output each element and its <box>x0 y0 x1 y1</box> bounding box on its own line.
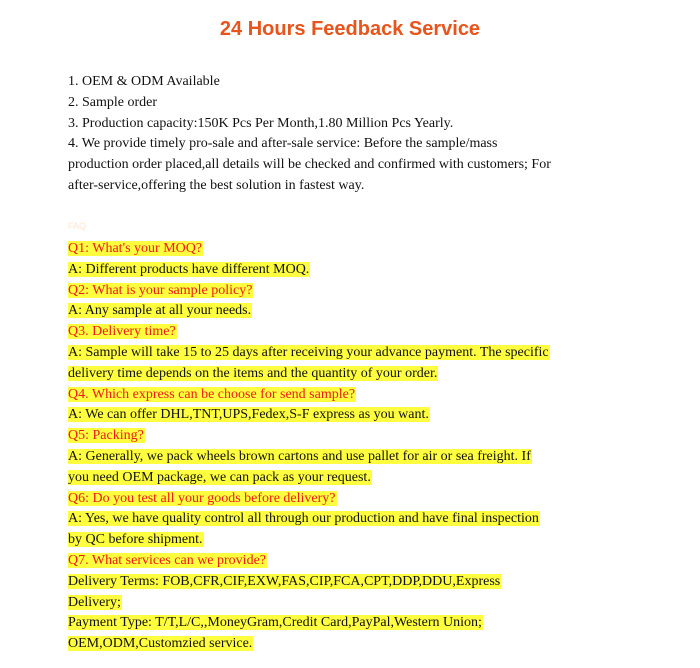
faq-answer-line <box>68 260 668 281</box>
faq-question-line <box>68 281 668 302</box>
faq-question-line <box>68 385 668 406</box>
faq-answer-text: Payment Type: T/T,L/C,,MoneyGram,Credit Card,PayPal,Western Union; <box>68 615 482 631</box>
faq-answer-line <box>68 405 668 426</box>
faq-section <box>68 239 668 655</box>
faq-answer-text: A: Generally, we pack wheels brown cartons and use pallet for air or sea freight. If <box>68 448 531 464</box>
faq-answer-text: you need OEM package, we can pack as your request. <box>68 469 371 485</box>
faq-answer-text: A: Sample will take 15 to 25 days after receiving your advance payment. The specific <box>68 344 549 360</box>
feature-item: 1. OEM & ODM Available <box>68 74 220 89</box>
faq-question-line <box>68 426 668 447</box>
faq-question-line <box>68 551 668 572</box>
faq-question-text: Q2: What is your sample policy? <box>68 282 253 298</box>
feature-item: 2. Sample order <box>68 94 158 110</box>
feature-item: 4. We provide timely pro-sale and after-sale service: Before the sample/mass <box>68 136 498 152</box>
faq-answer-line <box>68 364 668 385</box>
faq-question-text: Q1: What's your MOQ? <box>68 241 203 256</box>
feature-item: after-service,offering the best solution in fastest way. <box>68 177 365 193</box>
faq-answer-line <box>68 343 668 364</box>
faq-answer-text: A: We can offer DHL,TNT,UPS,Fedex,S-F express as you want. <box>68 407 429 423</box>
feature-item: production order placed,all details will be checked and confirmed with customers; For <box>68 157 551 173</box>
faq-answer-line <box>68 447 668 468</box>
faq-question-line <box>68 489 668 510</box>
faq-answer-text: OEM,ODM,Customzied service. <box>68 636 253 652</box>
faq-answer-line <box>68 509 668 530</box>
feature-list <box>68 72 628 197</box>
faq-question-text: Q3. Delivery time? <box>68 324 176 340</box>
page-title: 24 Hours Feedback Service <box>219 18 481 40</box>
faq-answer-line <box>68 634 668 655</box>
faq-question-text: Q6: Do you test all your goods before delivery? <box>68 490 336 506</box>
faq-question-line <box>68 322 668 343</box>
faq-answer-line <box>68 572 668 593</box>
faq-answer-text: A: Different products have different MOQ. <box>68 261 310 277</box>
faq-answer-line <box>68 468 668 489</box>
faq-answer-text: by QC before shipment. <box>68 532 203 548</box>
faq-question-line <box>68 239 668 260</box>
faq-answer-line <box>68 530 668 551</box>
faq-faint-label: FAQ <box>68 221 87 231</box>
faq-answer-text: A: Any sample at all your needs. <box>68 303 252 319</box>
faq-question-text: Q5: Packing? <box>68 428 144 444</box>
faq-answer-text: delivery time depends on the items and the quantity of your order. <box>68 365 438 381</box>
faq-answer-line <box>68 613 668 634</box>
faq-question-text: Q7. What services can we provide? <box>68 552 266 568</box>
faq-answer-line <box>68 301 668 322</box>
faq-answer-text: Delivery; <box>68 594 121 610</box>
faq-question-text: Q4. Which express can be choose for send sample? <box>68 386 356 402</box>
faq-answer-text: Delivery Terms: FOB,CFR,CIF,EXW,FAS,CIP,FCA,CPT,DDP,DDU,Express <box>68 573 501 589</box>
faq-answer-text: A: Yes, we have quality control all through our production and have final inspection <box>68 511 539 527</box>
feature-item: 3. Production capacity:150K Pcs Per Month,1.80 Million Pcs Yearly. <box>68 115 454 131</box>
faq-answer-line <box>68 593 668 614</box>
